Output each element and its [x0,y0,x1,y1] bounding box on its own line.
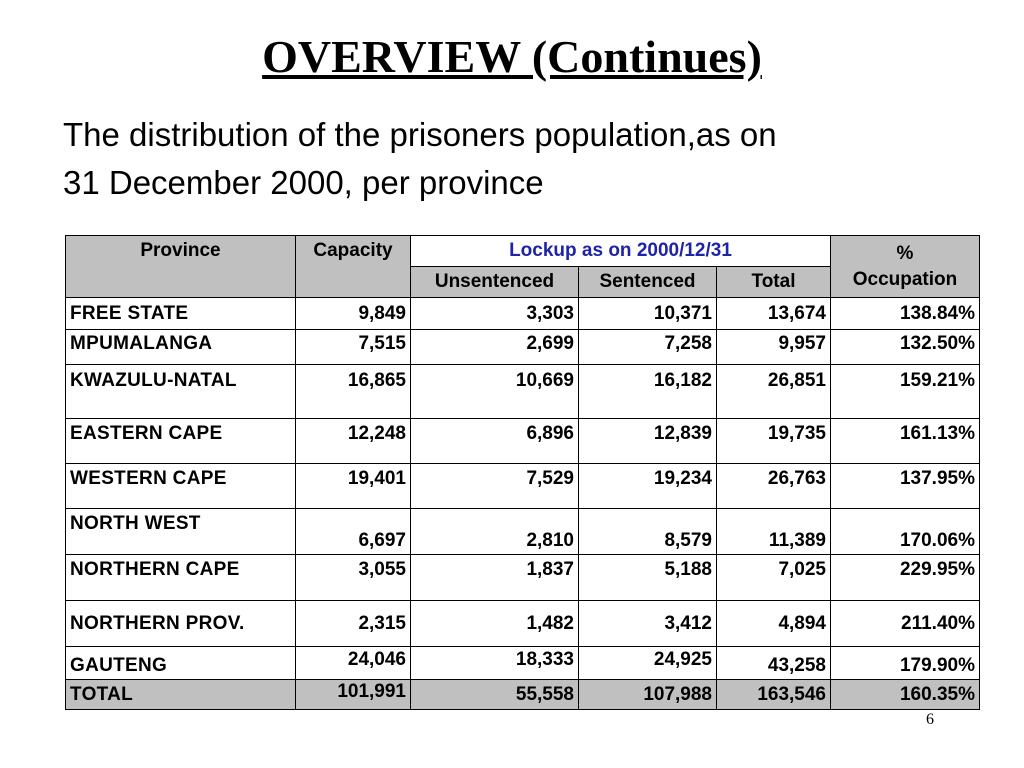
cell-unsentenced: 7,529 [411,464,579,509]
cell-capacity: 16,865 [296,365,411,419]
table-row [66,509,980,555]
table-row [66,330,980,365]
cell-occupation: 159.21% [831,365,980,419]
header-total: Total [717,267,831,298]
cell-capacity: 3,055 [296,555,411,601]
cell-unsentenced: 3,303 [411,298,579,330]
cell-occupation: 138.84% [831,298,980,330]
cell-total: 43,258 [717,647,831,680]
table-row [66,601,980,647]
header-capacity: Capacity [296,236,411,298]
total-sentenced: 107,988 [579,680,717,710]
total-label: TOTAL [66,680,296,710]
subtitle-line-1: The distribution of the prisoners population,as on [63,116,777,153]
header-occupation-line-1: % [896,242,914,264]
cell-province: FREE STATE [66,298,296,330]
cell-total: 11,389 [717,509,831,555]
cell-occupation: 179.90% [831,647,980,680]
cell-capacity: 12,248 [296,419,411,464]
table-row [66,298,980,330]
header-row-1 [66,236,980,267]
cell-occupation: 170.06% [831,509,980,555]
cell-occupation: 229.95% [831,555,980,601]
page-number: 6 [926,711,934,728]
slide-title: OVERVIEW (Continues) [262,31,762,82]
cell-occupation: 161.13% [831,419,980,464]
cell-occupation: 137.95% [831,464,980,509]
total-occupation: 160.35% [831,680,980,710]
table-row [66,555,980,601]
cell-total: 26,851 [717,365,831,419]
subtitle-line-2: 31 December 2000, per province [63,164,544,201]
header-lockup: Lockup as on 2000/12/31 [411,236,831,267]
cell-occupation: 132.50% [831,330,980,365]
cell-capacity: 19,401 [296,464,411,509]
cell-province: EASTERN CAPE [66,419,296,464]
cell-unsentenced: 1,482 [411,601,579,647]
cell-total: 13,674 [717,298,831,330]
slide-subtitle [63,111,963,207]
total-total: 163,546 [717,680,831,710]
cell-occupation: 211.40% [831,601,980,647]
total-row [66,680,980,710]
cell-province: NORTHERN PROV. [66,601,296,647]
header-occupation [831,236,980,298]
cell-total: 7,025 [717,555,831,601]
cell-province: NORTHERN CAPE [66,555,296,601]
cell-capacity: 6,697 [296,509,411,555]
cell-sentenced: 8,579 [579,509,717,555]
table-row [66,464,980,509]
table-row [66,647,980,680]
total-unsentenced: 55,558 [411,680,579,710]
table-row [66,365,980,419]
cell-total: 19,735 [717,419,831,464]
cell-capacity: 24,046 [296,647,411,680]
cell-unsentenced: 2,810 [411,509,579,555]
cell-sentenced: 24,925 [579,647,717,680]
cell-sentenced: 3,412 [579,601,717,647]
cell-province: MPUMALANGA [66,330,296,365]
cell-province: KWAZULU-NATAL [66,365,296,419]
cell-total: 9,957 [717,330,831,365]
cell-unsentenced: 1,837 [411,555,579,601]
header-unsentenced: Unsentenced [411,267,579,298]
header-occupation-line-2: Occupation [852,268,958,290]
cell-sentenced: 7,258 [579,330,717,365]
table-row [66,419,980,464]
header-province: Province [66,236,296,298]
prison-population-table [65,235,980,710]
cell-unsentenced: 10,669 [411,365,579,419]
cell-total: 4,894 [717,601,831,647]
cell-capacity: 9,849 [296,298,411,330]
cell-total: 26,763 [717,464,831,509]
total-capacity: 101,991 [296,680,411,710]
cell-unsentenced: 2,699 [411,330,579,365]
cell-sentenced: 12,839 [579,419,717,464]
cell-province: WESTERN CAPE [66,464,296,509]
cell-unsentenced: 18,333 [411,647,579,680]
header-sentenced: Sentenced [579,267,717,298]
cell-sentenced: 5,188 [579,555,717,601]
cell-sentenced: 19,234 [579,464,717,509]
cell-capacity: 2,315 [296,601,411,647]
cell-sentenced: 10,371 [579,298,717,330]
cell-sentenced: 16,182 [579,365,717,419]
cell-province: GAUTENG [66,647,296,680]
cell-province: NORTH WEST [66,509,296,555]
cell-capacity: 7,515 [296,330,411,365]
cell-unsentenced: 6,896 [411,419,579,464]
